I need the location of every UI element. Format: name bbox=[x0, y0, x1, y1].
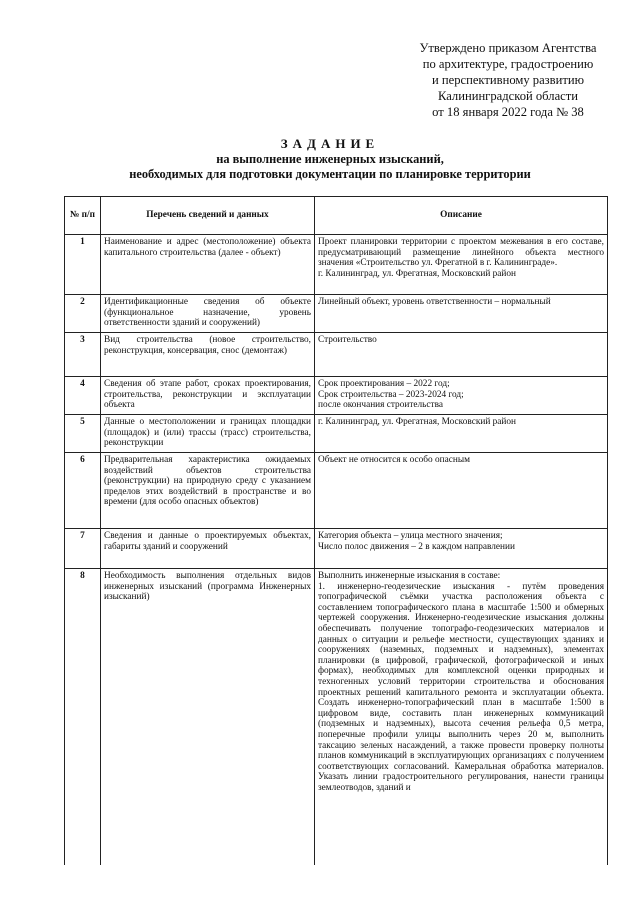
row-num: 8 bbox=[65, 569, 101, 865]
header-num: № п/п bbox=[65, 197, 101, 235]
row-name: Идентификационные сведения об объекте (функциональное назначение, уровень ответственности зданий и сооружений) bbox=[101, 295, 315, 333]
row-num: 1 bbox=[65, 235, 101, 295]
title-heading: ЗАДАНИЕ bbox=[280, 136, 380, 151]
desc-line: Строительство bbox=[318, 335, 377, 345]
row-desc bbox=[315, 415, 608, 453]
row-desc bbox=[315, 235, 608, 295]
row-num: 2 bbox=[65, 295, 101, 333]
approval-line: от 18 января 2022 года № 38 bbox=[432, 105, 584, 119]
approval-line: Утверждено приказом Агентства bbox=[419, 41, 597, 55]
desc-line: Число полос движения – 2 в каждом направлении bbox=[318, 541, 515, 552]
table-row bbox=[65, 295, 608, 333]
row-num: 7 bbox=[65, 529, 101, 569]
row-num: 3 bbox=[65, 333, 101, 377]
row-name: Вид строительства (новое строительство, реконструкция, консервация, снос (демонтаж) bbox=[101, 333, 315, 377]
row-num: 6 bbox=[65, 453, 101, 529]
requirements-table bbox=[64, 196, 608, 865]
header-name: Перечень сведений и данных bbox=[101, 197, 315, 235]
table-row bbox=[65, 235, 608, 295]
title-line: на выполнение инженерных изысканий, bbox=[216, 151, 444, 166]
approval-stamp bbox=[392, 40, 624, 120]
desc-line: Объект не относится к особо опасным bbox=[318, 455, 470, 465]
table-row bbox=[65, 415, 608, 453]
desc-line: г. Калининград, ул. Фрегатная, Московский район bbox=[318, 417, 517, 427]
approval-line: по архитектуре, градостроению bbox=[422, 57, 594, 71]
row-name: Данные о местоположении и границах площадки (площадок) и (или) трассы (трасс) строительства, реконструкции bbox=[101, 415, 315, 453]
table-row bbox=[65, 333, 608, 377]
row-desc bbox=[315, 569, 608, 865]
row-num: 4 bbox=[65, 377, 101, 415]
row-desc bbox=[315, 377, 608, 415]
desc-line: Выполнить инженерные изыскания в составе: bbox=[318, 571, 501, 581]
desc-line: 1. инженерно-геодезические изыскания - путём проведения топографической съёмки участка расположения объекта с составлением топографического плана в масштабе 1:500 и обмерных чертежей сооружения. Инженерно-геодезические изыскания должны обеспечивать получение топографо-геодезических материалов и данных о ситуации и рельефе местности, существующих зданиях и сооружениях (наземных, подземных и надземных), элементах планировки (в цифровой, графической, фотографической и иных формах), необходимых для комплексной оценки природных и техногенных условий территории строительства и обоснования проектных решений капитального ремонта и эксплуатации объекта. Создать инженерно-топографический план в масштабе 1:500 в цифровом виде, составить план инженерных коммуникаций (подземных и надземных), высота сечения рельефа 0,5 метра, поперечные профили улицы выполнить через 20 м, выполнить таксацию зеленых насаждений, а также провести проверку полноты планов коммуникаций в эксплуатирующих организациях с получением соответствующих согласований. Камеральная обработка материалов. Указать линии градостроительного регулирования, нанести границы землеотводов, зданий и bbox=[318, 581, 604, 793]
row-name: Сведения и данные о проектируемых объектах, габариты зданий и сооружений bbox=[101, 529, 315, 569]
row-desc bbox=[315, 295, 608, 333]
desc-line: Линейный объект, уровень ответственности – нормальный bbox=[318, 297, 551, 307]
title-line: необходимых для подготовки документации по планировке территории bbox=[129, 167, 531, 181]
desc-line: г. Калининград, ул. Фрегатная, Московский район bbox=[318, 268, 517, 279]
approval-line: Калининградской области bbox=[438, 89, 578, 103]
desc-line: Проект планировки территории с проектом межевания в его составе, предусматривающий размещение линейного объекта местного значения «Строительство ул. Фрегатной в г. Калининграде». bbox=[318, 237, 604, 269]
row-name: Наименование и адрес (местоположение) объекта капитального строительства (далее - объект) bbox=[101, 235, 315, 295]
document-title bbox=[60, 136, 600, 183]
table-row bbox=[65, 529, 608, 569]
header-desc: Описание bbox=[315, 197, 608, 235]
row-name: Предварительная характеристика ожидаемых воздействий объектов строительства (реконструкции) на природную среду с указанием пределов этих воздействий в пространстве и во времени (для особо опасных объектов) bbox=[101, 453, 315, 529]
row-desc bbox=[315, 529, 608, 569]
desc-line: Категория объекта – улица местного значения; bbox=[318, 531, 503, 541]
row-desc bbox=[315, 333, 608, 377]
approval-line: и перспективному развитию bbox=[432, 73, 584, 87]
desc-line: Срок проектирования – 2022 год; bbox=[318, 379, 450, 389]
desc-line: Срок строительства – 2023-2024 год; bbox=[318, 389, 464, 400]
table-row bbox=[65, 453, 608, 529]
desc-line: после окончания строительства bbox=[318, 400, 443, 411]
row-desc bbox=[315, 453, 608, 529]
table-header-row bbox=[65, 197, 608, 235]
row-name: Необходимость выполнения отдельных видов инженерных изысканий (программа Инженерных изысканий) bbox=[101, 569, 315, 865]
table-row bbox=[65, 569, 608, 865]
row-num: 5 bbox=[65, 415, 101, 453]
table-row bbox=[65, 377, 608, 415]
row-name: Сведения об этапе работ, сроках проектирования, строительства, реконструкции и эксплуатации объекта bbox=[101, 377, 315, 415]
